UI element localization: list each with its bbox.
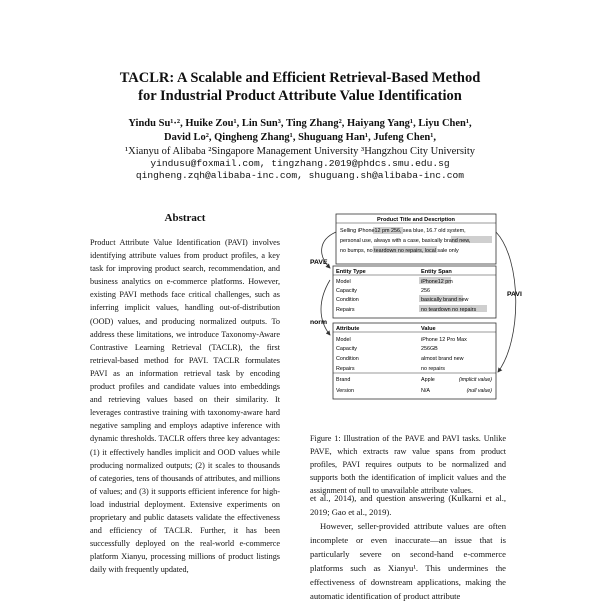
email-line-1: yindusu@foxmail.com, tingzhang.2019@phdcs.smu.edu.sg (150, 158, 450, 169)
pave-label: PAVE (310, 259, 328, 266)
pavi-row-attribute: Version (336, 388, 354, 394)
body-paragraph-2: However, seller-provided attribute values are often incomplete or even inaccurate—an issue that is particularly severe on second-hand e-commerce platforms such as Xianyu¹. This undermines the effectiveness of downstream applications, making the automatic identification of product attribute (310, 521, 506, 601)
pave-row-type: Condition (336, 297, 359, 303)
pavi-row-value: iPhone 12 Pro Max (421, 337, 467, 343)
product-box-title: Product Title and Description (377, 217, 455, 223)
pave-row-type: Repairs (336, 307, 355, 313)
norm-arrow (321, 280, 330, 335)
pavi-row-value: almost brand new (421, 356, 464, 362)
pavi-row-note: (implicit value) (458, 377, 492, 383)
body-text-right (310, 491, 506, 603)
pavi-row-attribute: Capacity (336, 346, 357, 352)
pave-header-span: Entity Span (421, 269, 452, 275)
title-line-1: TACLR: A Scalable and Efficient Retrieval-Based Method (119, 70, 481, 86)
pavi-row-note: (null value) (466, 388, 492, 394)
pavi-row-value: no repairs (421, 366, 445, 372)
pavi-row-attribute: Repairs (336, 366, 355, 372)
pavi-header-value: Value (421, 326, 436, 332)
title-line-2: for Industrial Product Attribute Value Identification (138, 88, 462, 104)
body-paragraph-1: et al., 2014), and question answering (Kulkarni et al., 2019; Gao et al., 2019). (310, 493, 506, 517)
affiliations: ¹Xianyu of Alibaba ²Singapore Management University ³Hangzhou City University (124, 146, 476, 157)
abstract-text: Product Attribute Value Identification (PAVI) involves identifying attribute values from product profiles, a key task for improving product search, recommendation, and business analytics on e-commerce platforms. However, existing PAVI methods face critical challenges, such as inferring implicit values, handling out-of-distribution (OOD) values, and producing normalized outputs. To address these limitations, we introduce Taxonomy-Aware Contrastive Learning Retrieval (TACLR), the first retrieval-based method for PAVI. TACLR formulates PAVI as an information retrieval task by encoding product profiles and candidate values into embeddings and retrieving values based on their similarity. It leverages contrastive training with taxonomy-aware hard negative sampling and employs adaptive inference with dynamic thresholds. TACLR offers three key advantages: (1) it effectively handles implicit and OOD values while producing normalized outputs; (2) it scales to thousands of categories, tens of thousands of attributes, and millions of values; and (3) it supports efficient inference for high-load industrial deployment. Extensive experiments on proprietary and public datasets validate the effectiveness and efficiency of TACLR. Further, it has been successfully deployed on the real-world e-commerce platform Xianyu, processing millions of product listings daily with frequently updated, (90, 238, 280, 575)
abstract-heading: Abstract (164, 212, 206, 224)
pave-row-type: Model (336, 279, 351, 285)
pave-row-span: basically brand new (421, 297, 469, 303)
pavi-row-attribute: Model (336, 337, 351, 343)
pavi-row-value: Apple (421, 377, 435, 383)
pavi-header-attribute: Attribute (336, 326, 360, 332)
pave-row-span: iPhone12 pm (421, 279, 453, 285)
pavi-row-value: 256GB (421, 346, 438, 352)
pave-row-span: 256 (421, 288, 430, 294)
product-text-line-2: personal use, always with a case, basically brand new, (340, 238, 471, 244)
pave-row-span: no teardown no repairs (421, 307, 477, 313)
authors-line-1: Yindu Su¹·², Huike Zou¹, Lin Sun³, Ting Zhang², Haiyang Yang¹, Liyu Chen¹, (128, 118, 472, 129)
pavi-row-value: N/A (421, 388, 430, 394)
pavi-row-attribute: Brand (336, 377, 351, 383)
email-line-2: qingheng.zqh@alibaba-inc.com, shuguang.sh@alibaba-inc.com (135, 170, 465, 181)
pavi-arrow (496, 232, 516, 372)
norm-label: norm (310, 319, 327, 326)
figure-caption: Figure 1: Illustration of the PAVE and PAVI tasks. Unlike PAVE, which extracts raw value spans from product profiles, PAVI requires outputs to be normalized and supports both the identification of implicit values and the assignment of null to unavailable attribute values. (310, 434, 506, 495)
pavi-row-attribute: Condition (336, 356, 359, 362)
product-text-line-1: Selling iPhone12 pm 256, sea blue, 16.7 old system, (340, 228, 466, 234)
pave-row-type: Capacity (336, 288, 357, 294)
authors-line-2: David Lo², Qingheng Zhang¹, Shuguang Han¹, Jufeng Chen¹, (164, 132, 436, 143)
pavi-label: PAVI (507, 291, 522, 298)
pave-header-type: Entity Type (336, 269, 366, 275)
product-text-line-3: no bumps, no teardown no repairs, local sale only (340, 248, 459, 254)
